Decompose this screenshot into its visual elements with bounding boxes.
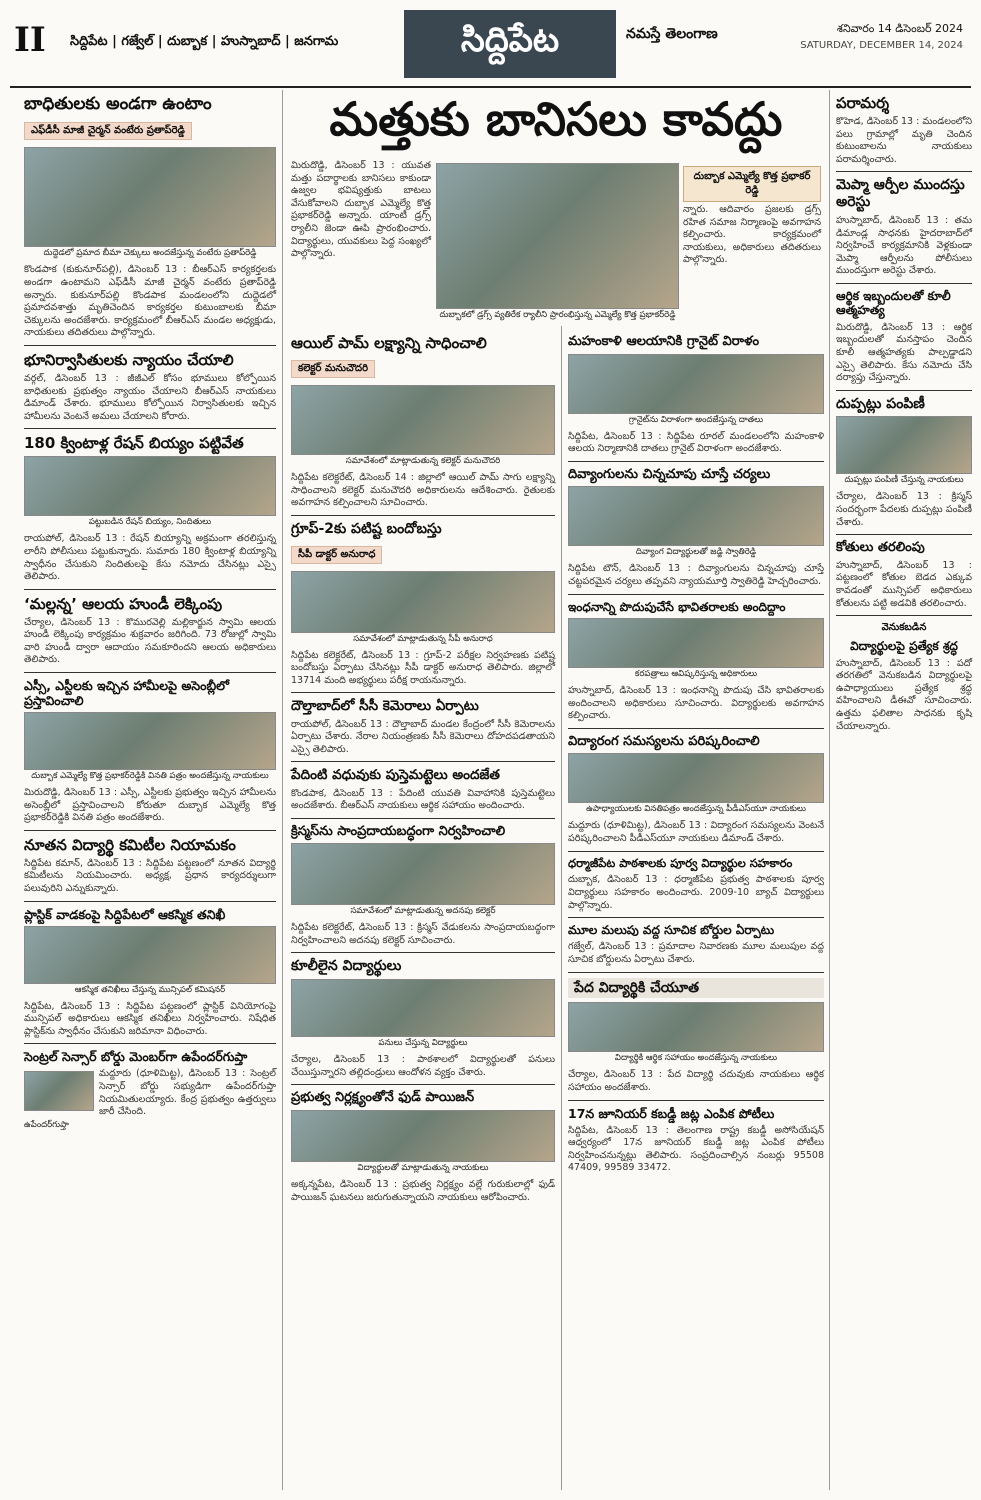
headline: ఆర్థిక ఇబ్బందులతో కూలీ ఆత్మహత్య xyxy=(836,288,951,318)
headline: బాధితులకు అండగా ఉంటాం xyxy=(24,94,212,114)
article-body: హుస్నాబాద్, డిసెంబర్ 13 : పట్టణంలో కోతుల బెడద ఎక్కువ కావడంతో మున్సిపల్ అధికారులు కోతులను పట్టి అడవికి తరలించారు. xyxy=(836,559,972,609)
headline: దివ్యాంగులను చిన్నచూపు చూస్తే చర్యలు xyxy=(568,466,771,482)
headline: మూల మలుపు వద్ద సూచిక బోర్డుల ఏర్పాటు xyxy=(568,923,775,938)
article-body: చేర్యాల, డిసెంబర్ 13 : కొమురవెల్లి మల్లికార్జున స్వామి ఆలయ హుండీ లెక్కింపు కార్యక్రమం శుక్రవారం జరిగింది. 73 రోజుల్లో స్వామి వారి హుండీ ద్వారా ఆదాయం సమకూరిందని ఆలయ అధికారులు తెలిపారు. xyxy=(24,616,276,666)
masthead xyxy=(10,8,971,88)
news-photo xyxy=(568,486,824,546)
lead-quote-tag: దుబ్బాక ఎమ్మెల్యే కొత్త ప్రభాకర్ రెడ్డి xyxy=(683,166,821,202)
article-education-issues xyxy=(568,734,824,846)
article-mepma-arrest xyxy=(836,177,972,278)
article-victims-support xyxy=(24,94,276,340)
subhead: ఎఫ్‌డీసీ మాజీ చైర్మన్ వంటేరు ప్రతాప్‌రెడ్డి xyxy=(24,122,192,140)
article-blanket-distribution xyxy=(836,396,972,530)
article-cctv xyxy=(291,698,555,756)
headline: విద్యారంగ సమస్యలను పరిష్కరించాలి xyxy=(568,733,760,749)
article-body: కొండపాక, డిసెంబర్ 13 : పేదింటి యువతి వివాహానికి పుస్తెమట్టెలు అందజేశారు. బీఆర్ఎస్ నాయకులు ఆర్థిక సహాయం అందించారు. xyxy=(291,787,555,812)
paper-name: నమస్తే తెలంగాణ xyxy=(626,26,718,42)
photo-caption: సమావేశంలో మాట్లాడుతున్న అదనపు కలెక్టర్ xyxy=(350,906,496,917)
news-photo xyxy=(568,354,824,414)
article-body: సిద్దిపేట కలెక్టరేట్, డిసెంబర్ 14 : జిల్లాలో ఆయిల్ పామ్ సాగు లక్ష్యాన్ని సాధించాలని కలెక్టర్ మనుచౌదరి అధికారులను ఆదేశించారు. రైతులకు అవగాహన కల్పించాలని సూచించారు. xyxy=(291,472,555,509)
photo-caption: ఉపాధ్యాయులకు వినతిపత్రం అందజేస్తున్న పీడీఎస్‌యూ నాయకులు xyxy=(586,804,806,815)
article-student-committees xyxy=(24,836,276,896)
article-body: చేర్యాల, డిసెంబర్ 13 : పేద విద్యార్థి చదువుకు నాయకులు ఆర్థిక సహాయం అందజేశారు. xyxy=(568,1069,824,1094)
headline: సెంట్రల్ సెన్సార్ బోర్డు మెంబర్‌గా ఉపేందర్‌గుప్తా xyxy=(24,1049,248,1065)
article-students-labour xyxy=(291,958,555,1079)
article-sign-boards xyxy=(568,923,824,967)
news-photo xyxy=(568,1002,824,1052)
article-body: కొహెడ, డిసెంబర్ 13 : మండలంలోని పలు గ్రామాల్లో మృతి చెందిన కుటుంబాలను నాయకులు పరామర్శించారు. xyxy=(836,116,972,165)
photo-caption: దుబ్బాక ఎమ్మెల్యే కొత్త ప్రభాకర్‌రెడ్డికి వినతి పత్రం అందజేస్తున్న నాయకులు xyxy=(31,771,269,782)
article-ration-rice xyxy=(24,434,276,583)
photo-caption: దుప్పట్లు పంపిణీ చేస్తున్న నాయకులు xyxy=(844,475,964,486)
photo-caption: పనులు చేస్తున్న విద్యార్థులు xyxy=(378,1038,468,1049)
photo-caption: ఉపేందర్‌గుప్తా xyxy=(24,1119,69,1130)
article-body: మిరుదొడ్డి, డిసెంబర్ 13 : యువత మత్తు పదార్థాలకు బానిసలు కాకుండా ఉజ్వల భవిష్యత్తుకు బాటలు వేసుకోవాలని దుబ్బాక ఎమ్మెల్యే కొత్త ప్రభాకర్‌రెడ్డి అన్నారు. యాంటీ డ్రగ్స్ ర్యాలీని జెండా ఊపి ప్రారంభించారు. విద్యార్థులు, యువకులు పెద్ద సంఖ్యలో పాల్గొన్నారు. xyxy=(291,160,431,260)
portrait-photo xyxy=(24,1071,94,1111)
headline: భూనిర్వాసితులకు న్యాయం చేయాలి xyxy=(24,350,234,369)
kicker: వెనుకబడిన xyxy=(881,622,927,634)
article-food-poison xyxy=(291,1090,555,1204)
article-christmas xyxy=(291,824,555,948)
photo-caption: దుద్దెడలో ప్రమాద బీమా చెక్కులు అందజేస్తున్న వంటేరు ప్రతాప్‌రెడ్డి xyxy=(43,248,257,259)
headline: ఇంధనాన్ని పొదుపుచేసే భావితరాలకు అందిద్దాం xyxy=(568,599,786,614)
headline: క్రిస్మస్‌ను సాంప్రదాయబద్ధంగా నిర్వహించాలి xyxy=(291,823,506,839)
headline: గ్రూప్-2కు పటిష్ట బందోబస్తు xyxy=(291,520,442,537)
edition-nav: సిద్దిపేట | గజ్వేల్ | దుబ్బాక | హుస్నాబాద్ | జనగామ xyxy=(70,34,339,49)
article-disabled-rights xyxy=(568,467,824,589)
headline: పేద విద్యార్థికి చేయూత xyxy=(568,978,824,999)
article-poor-student-help xyxy=(568,978,824,1095)
news-photo xyxy=(24,926,276,984)
photo-caption: ఆకస్మిక తనిఖీలు చేస్తున్న మున్సిపల్ కమిషనర్ xyxy=(74,984,226,995)
column-middle xyxy=(291,330,555,1204)
news-photo xyxy=(568,753,824,803)
lead-article-text-2 xyxy=(683,204,821,267)
news-photo xyxy=(291,1110,555,1162)
headline: ధర్మాజీపేట పాఠశాలకు పూర్వ విద్యార్థుల సహకారం xyxy=(568,855,793,870)
article-body: హుస్నాబాద్, డిసెంబర్ 13 : ఇంధనాన్ని పొదుపు చేసి భావితరాలకు అందించాలని అధికారులు సూచించారు. విద్యార్థులకు అవగాహన కల్పించారు. xyxy=(568,684,824,722)
photo-caption: విద్యార్థులతో మాట్లాడుతున్న నాయకులు xyxy=(357,1163,489,1174)
lead-headline: మత్తుకు బానిసలు కావద్దు xyxy=(329,92,783,146)
page-number: II xyxy=(14,20,46,60)
news-photo xyxy=(291,385,555,455)
photo-caption: దివ్యాంగ విద్యార్థులతో జడ్జి స్వాతిరెడ్డి xyxy=(635,547,757,558)
date-telugu: శనివారం 14 డిసెంబర్ 2024 xyxy=(836,22,963,35)
article-body: సిద్దిపేట, డిసెంబర్ 13 : సిద్దిపేట రూరల్ మండలంలోని మహంకాళి ఆలయ నిర్మాణానికి దాతలు గ్రానైట్ విరాళంగా అందజేశారు. xyxy=(568,430,824,455)
article-sc-st-promises xyxy=(24,678,276,825)
section-title: సిద్దిపేట xyxy=(404,10,616,78)
column-left xyxy=(24,90,276,1136)
column-far-right xyxy=(836,90,972,733)
article-mallanna-hundi xyxy=(24,595,276,667)
photo-caption: గ్రానైట్‌ను విరాళంగా అందజేస్తున్న దాతలు xyxy=(628,414,764,425)
news-photo xyxy=(24,712,276,770)
headline: ఆయిల్ పామ్ లక్ష్యాన్ని సాధించాలి xyxy=(291,334,487,352)
article-body: సిద్దిపేట టౌన్, డిసెంబర్ 13 : దివ్యాంగులను చిన్నచూపు చూస్తే చట్టపరమైన చర్యలు తప్పవని న్యాయమూర్తి స్వాతిరెడ్డి హెచ్చరించారు. xyxy=(568,563,824,587)
headline: ప్రభుత్వ నిర్లక్ష్యంతోనే ఫుడ్ పాయిజన్ xyxy=(291,1090,475,1106)
article-body: మిరుదొడ్డి, డిసెంబర్ 13 : ఆర్థిక ఇబ్బందులతో మనస్తాపం చెందిన కూలీ ఆత్మహత్యకు పాల్పడ్డాడని ఎస్సై తెలిపారు. కేసు నమోదు చేసి దర్యాప్తు చేస్తున్నారు. xyxy=(836,321,972,384)
article-body: చేర్యాల, డిసెంబర్ 13 : క్రిస్మస్ సందర్భంగా పేదలకు దుప్పట్లు పంపిణీ చేశారు. xyxy=(836,491,972,528)
article-condolence xyxy=(836,94,972,166)
date-english: SATURDAY, DECEMBER 14, 2024 xyxy=(800,40,963,51)
news-photo xyxy=(24,147,276,247)
article-body: మిరుదొడ్డి, డిసెంబర్ 13 : ఎస్సీ, ఎస్టీలకు ప్రభుత్వం ఇచ్చిన హామీలను అసెంబ్లీలో ప్రస్తావించాలని కోరుతూ దుబ్బాక ఎమ్మెల్యే కొత్త ప్రభాకర్‌రెడ్డికి వినతి పత్రం అందజేశారు. xyxy=(24,787,276,824)
headline: 17న జూనియర్ కబడ్డీ జట్ల ఎంపిక పోటీలు xyxy=(568,1105,775,1121)
subhead: సీపీ డాక్టర్ అనురాధ xyxy=(291,546,382,564)
column-right xyxy=(568,330,824,1175)
article-plastic-inspection xyxy=(24,907,276,1039)
news-photo xyxy=(568,618,824,668)
article-oil-palm xyxy=(291,334,555,510)
headline: నూతన విద్యార్థి కమిటీల నియామకం xyxy=(24,835,236,854)
article-body: సిద్దిపేట, డిసెంబర్ 13 : సిద్దిపేట పట్టణంలో ప్లాస్టిక్ వినియోగంపై మున్సిపల్ అధికారులు ఆకస్మిక తనిఖీలు నిర్వహించారు. నిషేధిత ప్లాస్టిక్‌ను స్వాధీనం చేసుకుని జరిమానా విధించారు. xyxy=(24,1000,276,1037)
article-group2-security xyxy=(291,521,555,688)
article-body: సిద్దిపేట కమాన్, డిసెంబర్ 13 : సిద్దిపేట పట్టణంలో నూతన విద్యార్థి కమిటీలను నియమించారు. అధ్యక్ష, ప్రధాన కార్యదర్శులుగా పలువురిని ఎన్నుకున్నారు. xyxy=(24,857,276,895)
article-body: హుస్నాబాద్, డిసెంబర్ 13 : తమ డిమాండ్ల సాధనకు హైదరాబాద్‌లో నిర్వహించే కార్యక్రమానికి వెళ్లకుండా మెప్మా ఆర్పీలను పోలీసులు ముందస్తుగా అరెస్టు చేశారు. xyxy=(836,214,972,277)
subhead: కలెక్టర్ మనుచౌదరి xyxy=(291,360,375,378)
article-censor-board xyxy=(24,1049,276,1131)
headline: ఎస్సీ, ఎస్టీలకు ఇచ్చిన హామీలపై అసెంబ్లీలో ప్రస్తావించాలి xyxy=(24,678,229,709)
photo-caption: పట్టుబడిన రేషన్ బియ్యం, నిందితులు xyxy=(88,517,212,528)
article-body: వర్గల్, డిసెంబర్ 13 : జీజీఎల్‌ కోసం భూములు కోల్పోయిన బాధితులకు ప్రభుత్వం న్యాయం చేయాలని బీఆర్ఎస్ నాయకులు డిమాండ్ చేశారు. భూములు కోల్పోయిన నిర్వాసితులకు ఇచ్చిన హామీలను వెంటనే అమలు చేయాలని కోరారు. xyxy=(24,372,276,422)
article-body: మద్దూరు (ధూళిమిట్ట), డిసెంబర్ 13 : సెంట్రల్ సెన్సార్ బోర్డు సభ్యుడిగా ఉపేందర్‌గుప్తా నియమితులయ్యారు. కేంద్ర ప్రభుత్వం ఉత్తర్వులు జారీ చేసింది. xyxy=(99,1068,276,1118)
article-kabaddi-selection xyxy=(568,1106,824,1175)
article-bride-gift xyxy=(291,767,555,812)
article-body: సిద్దిపేట, డిసెంబర్ 13 : తెలంగాణ రాష్ట్ర కబడ్డీ అసోసియేషన్ ఆధ్వర్యంలో 17న జూనియర్ కబడ్డీ జట్ల ఎంపిక పోటీలు నిర్వహించనున్నట్లు తెలిపారు. సంప్రదించాల్సిన నంబర్లు 95508 47409, 99589 33472. xyxy=(568,1124,824,1174)
article-granite-donation xyxy=(568,334,824,456)
headline: దౌల్తాబాద్‌లో సీసీ కెమెరాలు ఏర్పాటు xyxy=(291,698,479,715)
news-photo xyxy=(436,163,679,309)
photo-caption: విద్యార్థికి ఆర్థిక సహాయం అందజేస్తున్న నాయకులు xyxy=(614,1053,778,1064)
news-photo xyxy=(291,843,555,905)
headline: దుప్పట్లు పంపిణీ xyxy=(836,395,925,412)
photo-caption: కరపత్రాలు ఆవిష్కరిస్తున్న అధికారులు xyxy=(634,668,758,679)
news-photo xyxy=(291,571,555,633)
article-labourer-suicide xyxy=(836,289,972,385)
article-body: రాయపోల్, డిసెంబర్ 13 : రేషన్ బియ్యాన్ని అక్రమంగా తరలిస్తున్న లారీని పోలీసులు పట్టుకున్నారు. సుమారు 180 క్వింటాళ్ల బియ్యాన్ని స్వాధీనం చేసుకుని నిందితులపై కేసు నమోదు చేసినట్లు ఎస్సై తెలిపారు. xyxy=(24,533,276,583)
photo-caption: సమావేశంలో మాట్లాడుతున్న సీపీ అనురాధ xyxy=(353,633,493,644)
article-body: గజ్వేల్, డిసెంబర్ 13 : ప్రమాదాల నివారణకు మూల మలుపుల వద్ద సూచిక బోర్డులను ఏర్పాటు చేశారు. xyxy=(568,941,824,966)
article-monkeys xyxy=(836,540,972,610)
lead-article-text xyxy=(291,160,431,261)
headline: పేదింటి వధువుకు పుస్తెమట్టెలు అందజేత xyxy=(291,767,500,784)
headline: ప్లాస్టిక్ వాడకంపై సిద్దిపేటలో ఆకస్మిక తనిఖీ xyxy=(24,906,226,922)
article-body: సిద్దిపేట కలెక్టరేట్, డిసెంబర్ 13 : క్రిస్మస్ వేడుకలను సాంప్రదాయబద్ధంగా నిర్వహించాలని అదనపు కలెక్టర్ సూచించారు. xyxy=(291,922,555,946)
article-body: చేర్యాల, డిసెంబర్ 13 : పాఠశాలలో విద్యార్థులతో పనులు చేయిస్తున్నారని తల్లిదండ్రులు ఆందోళన వ్యక్తం చేశారు. xyxy=(291,1054,555,1078)
photo-caption: దుబ్బాకలో డ్రగ్స్ వ్యతిరేక ర్యాలీని ప్రారంభిస్తున్న ఎమ్మెల్యే కొత్త ప్రభాకర్‌రెడ్డి xyxy=(439,310,676,320)
headline: కూలీలైన విద్యార్థులు xyxy=(291,958,402,975)
headline: మెప్మా ఆర్పీల ముందస్తు అరెస్టు xyxy=(836,177,965,211)
article-body: అక్కన్నపేట, డిసెంబర్ 13 : ప్రభుత్వ నిర్లక్ష్యం వల్లే గురుకులాల్లో ఫుడ్ పాయిజన్ ఘటనలు జరుగుతున్నాయని నాయకులు ఆరోపించారు. xyxy=(291,1179,555,1203)
headline: విద్యార్థులపై ప్రత్యేక శ్రద్ధ xyxy=(850,639,958,654)
news-photo xyxy=(836,416,972,474)
article-body: దుబ్బాక, డిసెంబర్ 13 : ధర్మాజీపేట ప్రభుత్వ పాఠశాలకు పూర్వ విద్యార్థులు సహకారం అందించారు. 2009-10 బ్యాచ్ విద్యార్థులు పాల్గొన్నారు. xyxy=(568,874,824,911)
article-body: హుస్నాబాద్, డిసెంబర్ 13 : పదో తరగతిలో వెనుకబడిన విద్యార్థులపై ఉపాధ్యాయులు ప్రత్యేక శ్రద్ధ వహించాలని డీఈవో సూచించారు. ఉత్తమ ఫలితాల సాధనకు కృషి చేయాలన్నారు. xyxy=(836,657,972,732)
article-body: రాయపోల్, డిసెంబర్ 13 : దౌల్తాబాద్ మండల కేంద్రంలో సీసీ కెమెరాలను ఏర్పాటు చేశారు. నేరాల నియంత్రణకు సీసీ కెమెరాలు దోహదపడతాయని ఎస్సై తెలిపారు. xyxy=(291,718,555,755)
headline: పరామర్శ xyxy=(836,94,890,112)
article-land-oustees xyxy=(24,351,276,423)
article-body: కొండపాక (కుకునూర్‌పల్లి), డిసెంబర్ 13 : బీఆర్ఎస్ కార్యకర్తలకు అండగా ఉంటామని ఎఫ్‌డీసీ మాజీ చైర్మన్ వంటేరు ప్రతాప్‌రెడ్డి అన్నారు. కుకునూర్‌పల్లి కొండపాక మండలంలోని దుద్దెడలో ప్రమాదవశాత్తు మృతిచెందిన కార్యకర్తల కుటుంబాలకు బీమా చెక్కులను అందజేశారు. కార్యక్రమంలో బీఆర్ఎస్ మండల అధ్యక్షుడు, నాయకులు తదితరులు పాల్గొన్నారు. xyxy=(24,264,276,339)
lead-photo-block xyxy=(436,160,679,326)
headline: మహంకాళి ఆలయానికి గ్రానైట్ విరాళం xyxy=(568,334,760,349)
article-student-focus xyxy=(836,621,972,733)
issue-date xyxy=(800,20,963,54)
article-energy-saving xyxy=(568,600,824,723)
news-photo xyxy=(24,456,276,516)
article-body: సిద్దిపేట కలెక్టరేట్, డిసెంబర్ 13 : గ్రూప్-2 పరీక్షల నిర్వహణకు పటిష్ట బందోబస్తు ఏర్పాటు చేసినట్లు సీపీ డాక్టర్ అనురాధ తెలిపారు. జిల్లాలో 13714 మంది అభ్యర్థులు పరీక్ష రాయనున్నారు. xyxy=(291,649,555,686)
article-body: న్నారు. ఆదివారం ప్రజలకు డ్రగ్స్ రహిత సమాజ నిర్మాణంపై అవగాహన కల్పించారు. కార్యక్రమంలో నాయకులు, అధికారులు తదితరులు పాల్గొన్నారు. xyxy=(683,204,821,266)
headline: కోతులు తరలింపు xyxy=(836,540,925,556)
headline: 180 క్వింటాళ్ల రేషన్ బియ్యం పట్టివేత xyxy=(24,434,244,453)
article-body: మద్దూరు (ధూళిమిట్ట), డిసెంబర్ 13 : విద్యారంగ సమస్యలను వెంటనే పరిష్కరించాలని పీడీఎస్‌యూ నాయకులు డిమాండ్ చేశారు. xyxy=(568,820,824,844)
photo-caption: సమావేశంలో మాట్లాడుతున్న కలెక్టర్ మనుచౌదరి xyxy=(345,456,501,466)
headline: ‘మల్లన్న’ ఆలయ హుండీ లెక్కింపు xyxy=(24,594,223,613)
article-alumni-support xyxy=(568,857,824,913)
news-photo xyxy=(291,979,555,1037)
